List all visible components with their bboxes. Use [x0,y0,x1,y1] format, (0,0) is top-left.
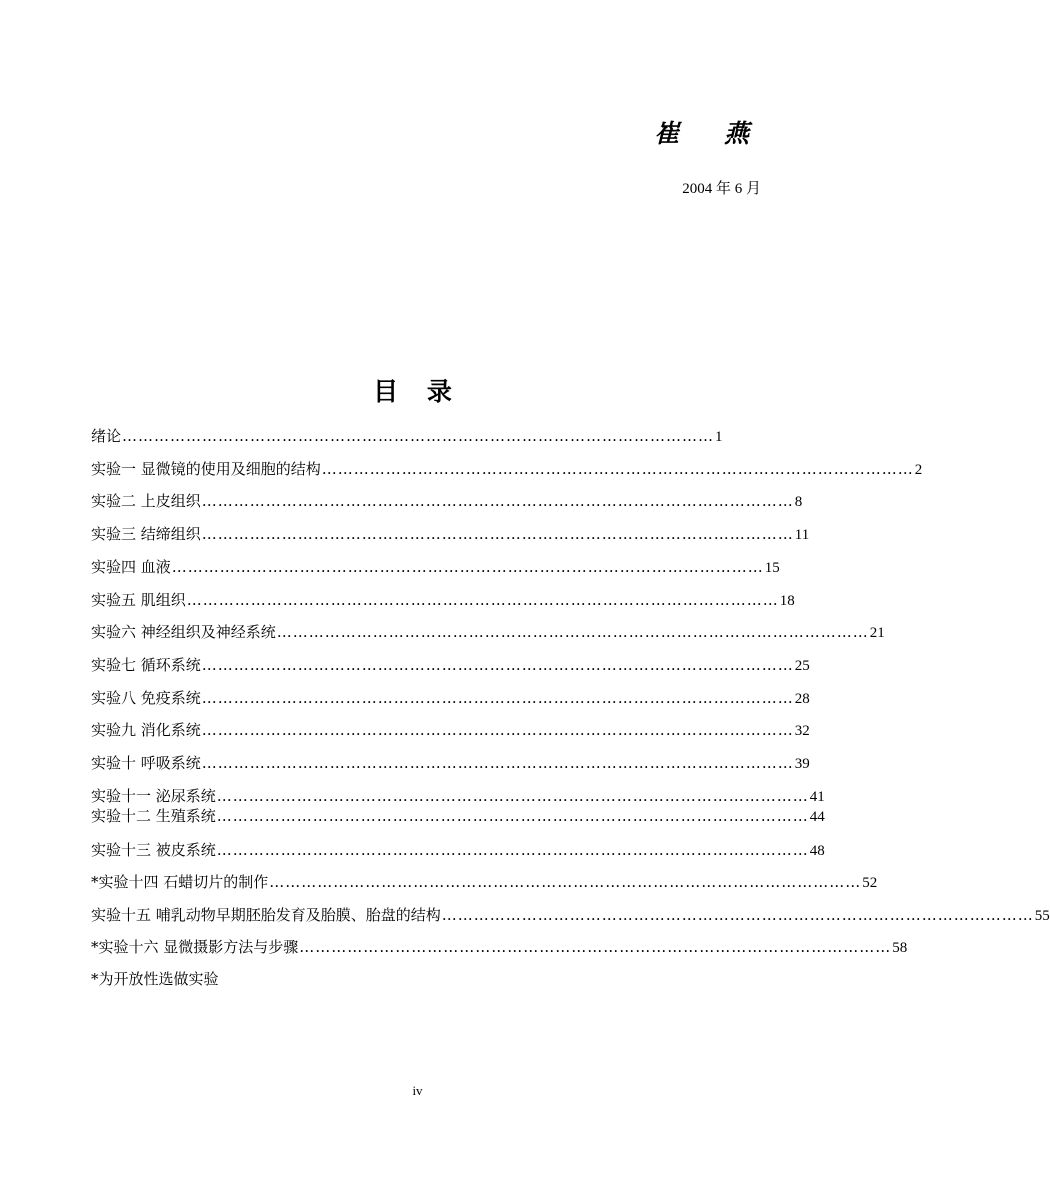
toc-entry-page: 55 [1034,908,1050,924]
toc-entry-page: 15 [764,560,780,576]
toc-entry-page: 1 [715,429,723,445]
toc-leader-dots: ………………………………………………………………………………………………… [269,873,862,891]
toc-leader-dots: ………………………………………………………………………………………………… [186,591,779,609]
toc-entry-page: 25 [794,658,810,674]
toc-entry-label: 实验二 上皮组织 [91,492,201,510]
toc-leader-dots: ………………………………………………………………………………………………… [122,427,715,445]
toc-leader-dots: ………………………………………………………………………………………………… [201,689,794,707]
toc-entry-page: 21 [869,625,885,641]
toc-entry-page: 18 [779,593,795,609]
toc-entry-label: 实验七 循环系统 [91,656,201,674]
toc-entry[interactable] [91,556,780,578]
toc-leader-dots: ………………………………………………………………………………………………… [276,623,869,641]
toc-entry[interactable] [91,839,825,861]
author-name: 崔 燕 [654,119,767,148]
toc-entry-label: 实验十五 哺乳动物早期胚胎发育及胎膜、胎盘的结构 [91,906,441,924]
toc-entry-page: 8 [794,494,803,510]
toc-entry-page: 28 [794,691,810,707]
toc-entry-page: 39 [794,756,810,772]
toc-entry-page: 58 [892,940,908,956]
toc-entry[interactable] [91,904,1050,926]
toc-leader-dots: ………………………………………………………………………………………………… [171,558,764,576]
toc-entry-page: 32 [794,723,810,739]
toc-entry[interactable] [91,654,810,676]
toc-entry-label: 实验六 神经组织及神经系统 [91,623,276,641]
toc-entry[interactable] [91,523,810,545]
toc-leader-dots: ………………………………………………………………………………………………… [216,841,809,859]
toc-entry[interactable] [91,752,810,774]
toc-title: 目 录 [373,377,462,406]
toc-entry[interactable] [91,490,803,512]
toc-entry[interactable] [91,805,825,827]
toc-entry[interactable] [91,871,878,893]
toc-entry-label: 实验十 呼吸系统 [91,754,201,772]
toc-entry-label: 实验九 消化系统 [91,721,201,739]
toc-leader-dots: ………………………………………………………………………………………………… [216,807,809,825]
toc-leader-dots: ………………………………………………………………………………………………… [299,938,892,956]
toc-leader-dots: ………………………………………………………………………………………………… [201,754,794,772]
toc-entry-page: 41 [809,789,825,805]
toc-entry[interactable] [91,458,923,480]
toc-leader-dots: ………………………………………………………………………………………………… [201,656,794,674]
page-number: iv [412,1083,423,1098]
toc-entry[interactable] [91,687,810,709]
toc-entry-label: 实验八 免疫系统 [91,689,201,707]
toc-entry-label: 实验十二 生殖系统 [91,807,216,825]
toc-leader-dots: ………………………………………………………………………………………………… [201,525,794,543]
toc-leader-dots: ………………………………………………………………………………………………… [201,721,794,739]
toc-entry[interactable] [91,719,810,741]
toc-entry[interactable] [91,589,795,611]
toc-leader-dots: ………………………………………………………………………………………………… [201,492,794,510]
toc-entry-label: 实验一 显微镜的使用及细胞的结构 [91,460,321,478]
toc-entry-label: *实验十六 显微摄影方法与步骤 [91,938,299,956]
toc-entry-label: 实验十一 泌尿系统 [91,787,216,805]
toc-leader-dots: ………………………………………………………………………………………………… [441,906,1034,924]
toc-entry[interactable] [91,785,825,807]
toc-entry-page: 11 [794,527,810,543]
toc-entry-page: 2 [914,462,923,478]
toc-entry-label: 实验四 血液 [91,558,171,576]
toc-entry[interactable] [91,621,885,643]
toc-entry[interactable] [91,425,723,447]
toc-entry-page: 44 [809,809,825,825]
toc-entry-label: 实验十三 被皮系统 [91,841,216,859]
toc-entry-label: 实验三 结缔组织 [91,525,201,543]
toc-entry-label: *实验十四 石蜡切片的制作 [91,873,269,891]
toc-entry-page: 48 [809,843,825,859]
date: 2004 年 6 月 [682,181,761,197]
footnote: *为开放性选做实验 [91,970,219,988]
toc-leader-dots: ………………………………………………………………………………………………… [216,787,809,805]
toc-entry-label: 实验五 肌组织 [91,591,186,609]
toc-leader-dots: ………………………………………………………………………………………………… [321,460,914,478]
toc-entry-label: 绪论 [91,427,122,445]
toc-entry-page: 52 [862,875,878,891]
toc-entry[interactable] [91,936,908,958]
